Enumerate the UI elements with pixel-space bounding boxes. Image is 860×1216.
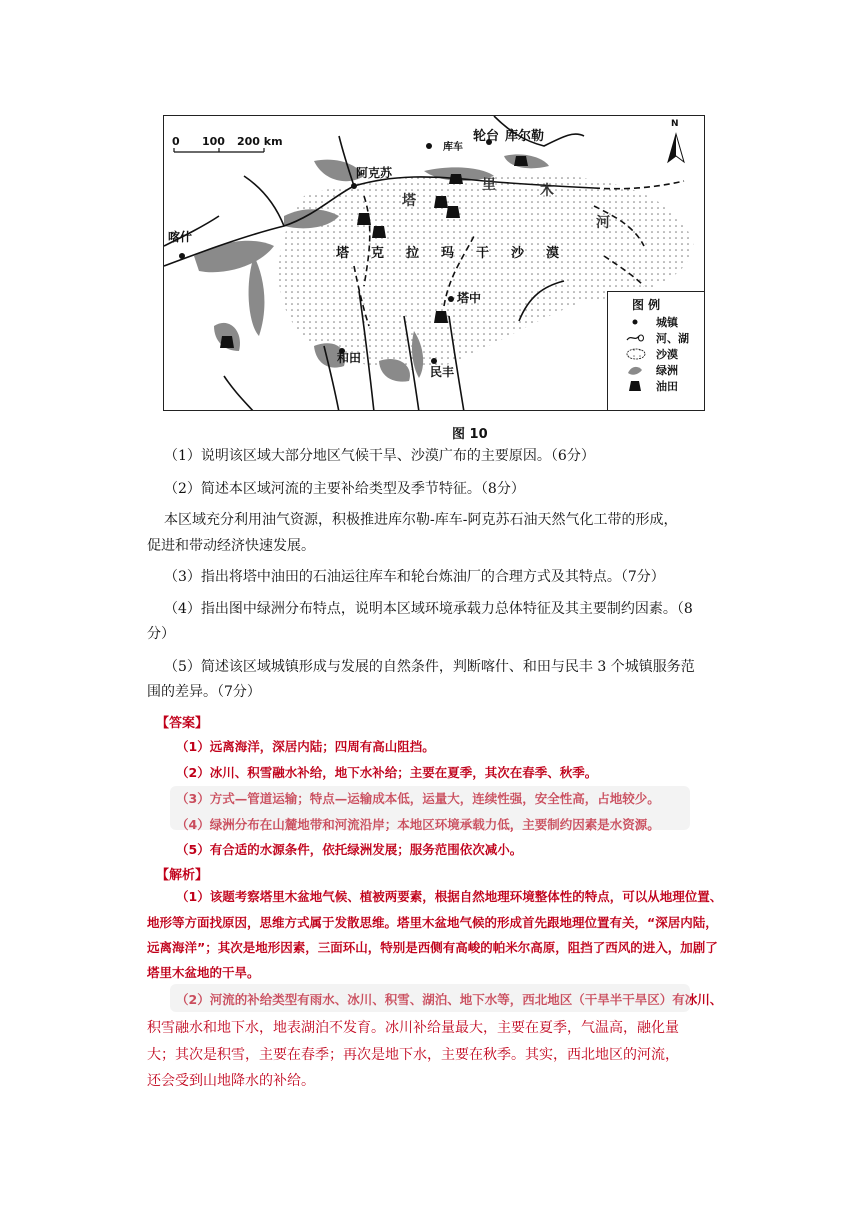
- watermark-smudge: [170, 786, 690, 830]
- scale-200: 200 km: [237, 135, 283, 148]
- analysis-tag: 【解析】: [156, 868, 209, 883]
- river-char-ta: 塔: [402, 193, 416, 209]
- place-akesu: 阿克苏: [356, 166, 393, 180]
- place-tazhong: 塔中: [457, 291, 482, 305]
- legend-desert: 沙漠: [656, 348, 678, 361]
- scale-bar: [174, 148, 264, 152]
- map-legend: [607, 291, 704, 410]
- answer-2: （2）冰川、积雪融水补给，地下水补给；主要在夏季，其次在春季、秋季。: [176, 765, 598, 780]
- question-3: （3）指出将塔中油田的石油运往库车和轮台炼油厂的合理方式及其特点。（7分）: [164, 569, 665, 585]
- river-char-he: 河: [596, 215, 610, 231]
- analysis-2-line-2: 积雪融水和地下水，地表湖泊不发育。冰川补给量最大，主要在夏季，气温高，融化量: [147, 1020, 679, 1036]
- legend-river: 河、湖: [656, 332, 689, 345]
- river-icon: [626, 332, 644, 344]
- answer-5: （5）有合适的水源条件，依托绿洲发展；服务范围依次减小。: [176, 842, 523, 857]
- oasis-icon: [626, 364, 644, 376]
- map-figure: [163, 115, 705, 411]
- analysis-2-line-1: （2）河流的补给类型有雨水、冰川、积雪、湖泊、地下水等，西北地区（干旱半干旱区）有冰川、: [176, 992, 723, 1007]
- desert-label: 塔克拉玛干沙漠: [336, 246, 582, 261]
- oil-icon: [626, 380, 644, 392]
- intro-line-1: 本区域充分利用油气资源，积极推进库尔勒-库车-阿克苏石油天然气化工带的形成，: [164, 512, 678, 528]
- town-icon: [626, 316, 644, 328]
- north-arrow-icon: [668, 134, 684, 162]
- analysis-2-line-3: 大；其次是积雪，主要在春季；再次是地下水，主要在秋季。其实，西北地区的河流，: [147, 1047, 679, 1063]
- answer-4: （4）绿洲分布在山麓地带和河流沿岸；本地区环境承载力低，主要制约因素是水资源。: [176, 817, 660, 832]
- answer-1: （1）远离海洋，深居内陆；四周有高山阻挡。: [176, 739, 435, 754]
- place-kuche: 库车: [443, 142, 463, 153]
- scale-100: 100: [202, 135, 225, 148]
- river-char-li: 里: [482, 177, 496, 193]
- place-kuerle: 库尔勒: [505, 129, 545, 144]
- legend-oasis: 绿洲: [656, 364, 678, 377]
- figure-caption: 图 10: [452, 427, 488, 442]
- answer-tag: 【答案】: [156, 716, 209, 731]
- question-2: （2）简述本区域河流的主要补给类型及季节特征。（8分）: [164, 481, 525, 497]
- north-label: N: [671, 119, 679, 129]
- analysis-1-line-4: 塔里木盆地的干旱。: [147, 965, 260, 980]
- analysis-1-line-3: 远离海洋”；其次是地形因素，三面环山，特别是西侧有高峻的帕米尔高原，阻挡了西风的进入，加剧了: [147, 940, 718, 955]
- place-hetian: 和田: [337, 351, 362, 365]
- place-minfeng: 民丰: [430, 365, 455, 379]
- legend-title: 图 例: [632, 298, 661, 312]
- place-luntai: 轮台: [473, 129, 500, 144]
- question-1: （1）说明该区域大部分地区气候干旱、沙漠广布的主要原因。（6分）: [164, 448, 595, 464]
- question-5-line-1: （5）简述该区域城镇形成与发展的自然条件，判断喀什、和田与民丰 3 个城镇服务范: [164, 659, 695, 675]
- analysis-1-line-2: 地形等方面找原因，思维方式属于发散思维。塔里木盆地气候的形成首先跟地理位置有关，“深居内陆，: [147, 915, 718, 930]
- desert-icon: [626, 348, 644, 360]
- question-4-line-1: （4）指出图中绿洲分布特点，说明本区域环境承载力总体特征及其主要制约因素。（8: [164, 601, 693, 617]
- river-char-mu: 木: [540, 183, 554, 199]
- legend-oil: 油田: [656, 380, 678, 393]
- intro-line-2: 促进和带动经济快速发展。: [147, 538, 315, 554]
- legend-town: 城镇: [656, 316, 678, 329]
- question-4-line-2: 分）: [147, 626, 175, 642]
- question-5-line-2: 围的差异。（7分）: [147, 684, 261, 700]
- answer-3: （3）方式—管道运输；特点—运输成本低，运量大，连续性强，安全性高，占地较少。: [176, 791, 660, 806]
- scale-0: 0: [172, 135, 180, 148]
- analysis-1-line-1: （1）该题考察塔里木盆地气候、植被两要素，根据自然地理环境整体性的特点，可以从地理位置、: [176, 889, 723, 904]
- place-kashi: 喀什: [168, 230, 193, 244]
- watermark-smudge-2: [170, 984, 690, 1012]
- analysis-2-line-4: 还会受到山地降水的补给。: [147, 1073, 315, 1089]
